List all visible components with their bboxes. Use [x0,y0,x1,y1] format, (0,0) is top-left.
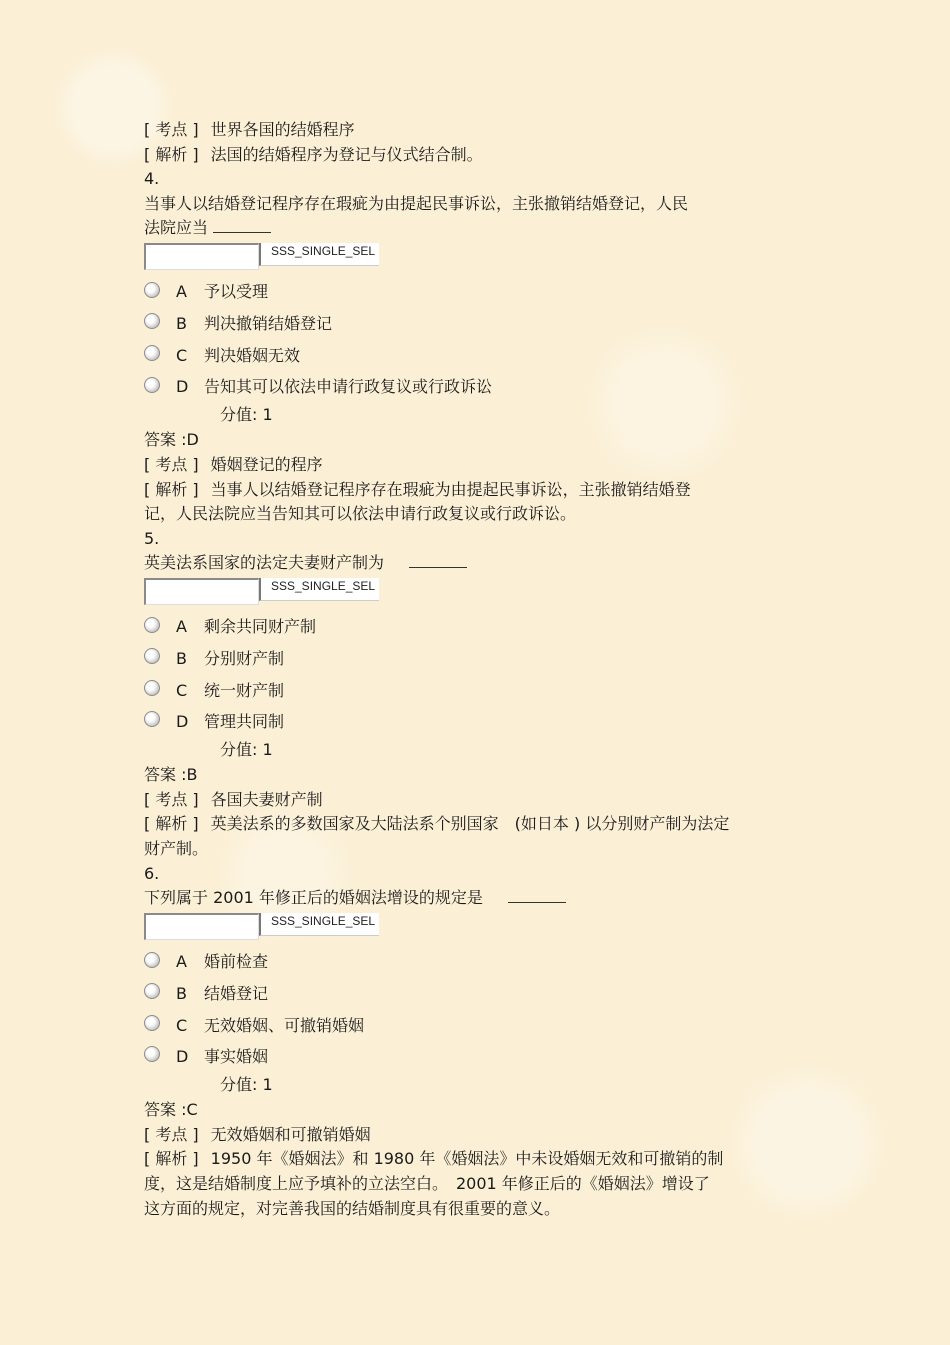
radio-button[interactable] [144,377,160,393]
q6-score: 分值: 1 [220,1075,273,1095]
answer-blank [409,554,467,568]
q4-jiexi-cont: 记，人民法院应当告知其可以依法申请行政复议或行政诉讼。 [144,504,577,524]
kaodian-tag: [ 考点 ] [144,789,199,809]
option-text: 剩余共同财产制 [204,617,317,637]
q3-jiexi [144,143,804,168]
q5-jiexi-cont: 财产制。 [144,839,209,859]
q4-stem-line1: 当事人以结婚登记程序存在瑕疵为由提起民事诉讼，主张撤销结婚登记，人民 [144,193,689,213]
option-letter: C [176,345,188,365]
option-text: 结婚登记 [204,983,269,1003]
option-text: 婚前检查 [204,952,269,972]
q5-answer-box [144,578,804,606]
jiexi-tag: [ 解析 ] [144,479,199,499]
q5-stem [144,551,804,576]
option-letter: D [176,1047,189,1067]
option-letter: D [176,377,189,397]
q6-stem [144,886,804,911]
option-letter: A [176,617,187,637]
q5-option-d[interactable] [144,707,804,739]
option-text: 判决婚姻无效 [204,345,301,365]
answer-blank [213,219,271,233]
jiexi-tag: [ 解析 ] [144,1149,199,1169]
radio-button[interactable] [144,648,160,664]
q6-option-c[interactable] [144,1010,804,1042]
q5-option-a[interactable] [144,612,804,644]
kaodian-text: 婚姻登记的程序 [210,454,323,474]
option-text: 无效婚姻、可撤销婚姻 [204,1015,365,1035]
radio-button[interactable] [144,680,160,696]
q5-option-c[interactable] [144,675,804,707]
radio-button[interactable] [144,1015,160,1031]
q6-stem-text: 下列属于 2001 年修正后的婚姻法增设的规定是 [144,888,483,908]
q6-option-a[interactable] [144,947,804,979]
q6-jiexi-cont: 度，这是结婚制度上应予填补的立法空白。 2001 年修正后的《婚姻法》增设了 [144,1174,710,1193]
option-text: 判决撤销结婚登记 [204,314,333,334]
q4-option-d[interactable] [144,372,804,404]
q3-kaodian [144,118,804,143]
option-letter: A [176,952,187,972]
option-text: 予以受理 [204,282,269,302]
q5-stem-text: 英美法系国家的法定夫妻财产制为 [144,553,385,573]
kaodian-tag: [ 考点 ] [144,454,199,474]
q6-answer-box [144,913,804,941]
q4-answer: 答案 :D [144,430,199,450]
kaodian-text: 各国夫妻财产制 [210,789,323,809]
q6-answer-input[interactable] [144,913,259,940]
q4-single-select[interactable]: SSS_SINGLE_SEL [259,243,379,266]
radio-button[interactable] [144,711,160,727]
radio-button[interactable] [144,617,160,633]
q5-option-b[interactable] [144,644,804,676]
option-letter: A [176,282,187,302]
jiexi-text: 1950 年《婚姻法》和 1980 年《婚姻法》中未设婚姻无效和可撤销的制 [210,1149,724,1169]
kaodian-tag: [ 考点 ] [144,1124,199,1144]
q6-jiexi-cont2: 这方面的规定，对完善我国的结婚制度具有很重要的意义。 [144,1198,561,1218]
option-text: 告知其可以依法申请行政复议或行政诉讼 [204,377,493,397]
q4-kaodian [144,453,804,478]
q4-number: 4. [144,169,160,189]
q6-kaodian [144,1123,804,1148]
q5-score: 分值: 1 [220,740,273,760]
option-letter: C [176,680,188,700]
q6-jiexi [144,1147,804,1172]
jiexi-text: 英美法系的多数国家及大陆法系个别国家 (如日本 ) 以分别财产制为法定 [210,814,730,834]
jiexi-tag: [ 解析 ] [144,144,199,164]
q4-option-b[interactable] [144,309,804,341]
kaodian-text: 世界各国的结婚程序 [210,120,355,139]
radio-button[interactable] [144,1046,160,1062]
option-letter: B [176,314,187,334]
radio-button[interactable] [144,345,160,361]
exam-content [144,118,804,1221]
q4-stem-text: 法院应当 [144,218,209,238]
q6-answer: 答案 :C [144,1100,198,1120]
q5-answer: 答案 :B [144,765,198,785]
kaodian-text: 无效婚姻和可撤销婚姻 [210,1124,371,1144]
radio-button[interactable] [144,313,160,329]
q5-answer-input[interactable] [144,578,259,605]
q4-answer-input[interactable] [144,243,259,270]
q4-option-a[interactable] [144,277,804,309]
radio-button[interactable] [144,983,160,999]
radio-button[interactable] [144,282,160,298]
q4-answer-box [144,243,804,271]
q6-single-select[interactable]: SSS_SINGLE_SEL [259,913,379,936]
answer-blank [508,889,566,903]
jiexi-text: 法国的结婚程序为登记与仪式结合制。 [210,144,483,164]
option-text: 统一财产制 [204,680,285,700]
option-text: 分别财产制 [204,649,285,668]
jiexi-tag: [ 解析 ] [144,814,199,834]
q4-stem-line2 [144,216,804,241]
radio-button[interactable] [144,952,160,968]
q6-option-d[interactable] [144,1042,804,1074]
option-letter: B [176,649,187,668]
q6-option-b[interactable] [144,978,804,1010]
q5-kaodian [144,788,804,813]
option-text: 事实婚姻 [204,1047,269,1067]
jiexi-text: 当事人以结婚登记程序存在瑕疵为由提起民事诉讼，主张撤销结婚登 [210,479,691,499]
option-text: 管理共同制 [204,712,285,732]
q4-option-c[interactable] [144,340,804,372]
q6-number: 6. [144,863,160,883]
q4-score: 分值: 1 [220,405,273,425]
option-letter: D [176,712,189,732]
option-letter: B [176,983,187,1003]
option-letter: C [176,1015,188,1035]
q5-jiexi [144,812,804,837]
q5-single-select[interactable]: SSS_SINGLE_SEL [259,578,379,601]
q5-number: 5. [144,528,160,548]
q4-jiexi [144,478,804,503]
kaodian-tag: [ 考点 ] [144,120,199,139]
